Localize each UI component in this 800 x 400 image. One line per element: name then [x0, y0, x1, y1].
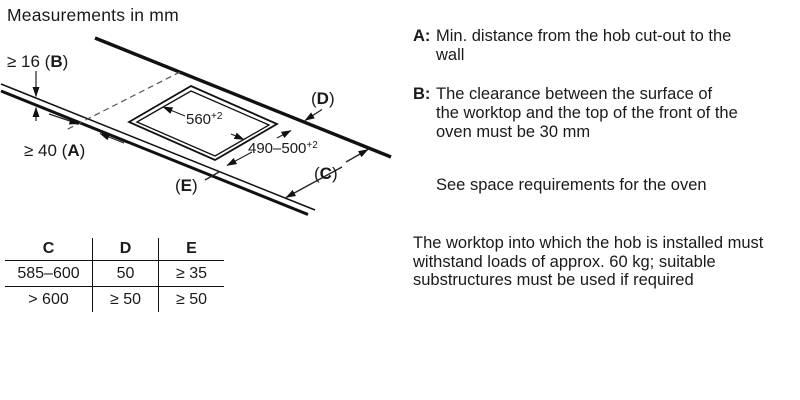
table-cell: ≥ 50	[92, 287, 158, 312]
table-header-c: C	[5, 238, 92, 261]
measurements-unit-note: Measurements in mm	[7, 5, 179, 25]
space-requirements-note: See space requirements for the oven	[436, 176, 707, 194]
note-b	[413, 85, 738, 142]
note-b-text: The clearance between the surface of the worktop and the top of the front of the oven must be 30 mm	[436, 85, 738, 141]
cutout-depth-dimension: $490-500^{+2}$	[248, 140, 318, 157]
label-d-leader-arrow	[305, 110, 322, 121]
dim-label-b: ≥ 16 (B)	[7, 52, 69, 71]
note-a	[413, 27, 738, 65]
dim-c-arrow-back	[346, 150, 368, 163]
dim-490-arrow-up	[277, 131, 291, 139]
dim-560-arrow-left	[163, 107, 185, 116]
dim-label-d: (D)	[311, 89, 335, 108]
dim-label-c: (C)	[314, 164, 338, 183]
table-cell: ≥ 50	[158, 287, 224, 312]
worktop-depth-table	[5, 238, 224, 312]
dim-560-arrow-right	[231, 134, 244, 140]
cutout-width-dimension: $560^{+2}$	[186, 111, 223, 128]
table-header-e: E	[158, 238, 224, 261]
dim-label-e: (E)	[175, 176, 198, 195]
note-a-text: Min. distance from the hob cut-out to the wall	[436, 27, 732, 64]
note-b-label: B:	[413, 85, 431, 103]
side-wall-dashed-line	[66, 72, 180, 130]
note-a-label: A:	[413, 27, 431, 45]
dim-label-a: ≥ 40 (A)	[24, 141, 86, 160]
table-header-d: D	[92, 238, 158, 261]
table-cell: 585–600	[5, 261, 92, 287]
worktop-load-note: The worktop into which the hob is installed must withstand loads of approx. 60 kg; suitable substructures must be used if required	[413, 234, 764, 289]
table-cell: ≥ 35	[158, 261, 224, 287]
table-cell: 50	[92, 261, 158, 287]
table-cell: > 600	[28, 290, 69, 308]
